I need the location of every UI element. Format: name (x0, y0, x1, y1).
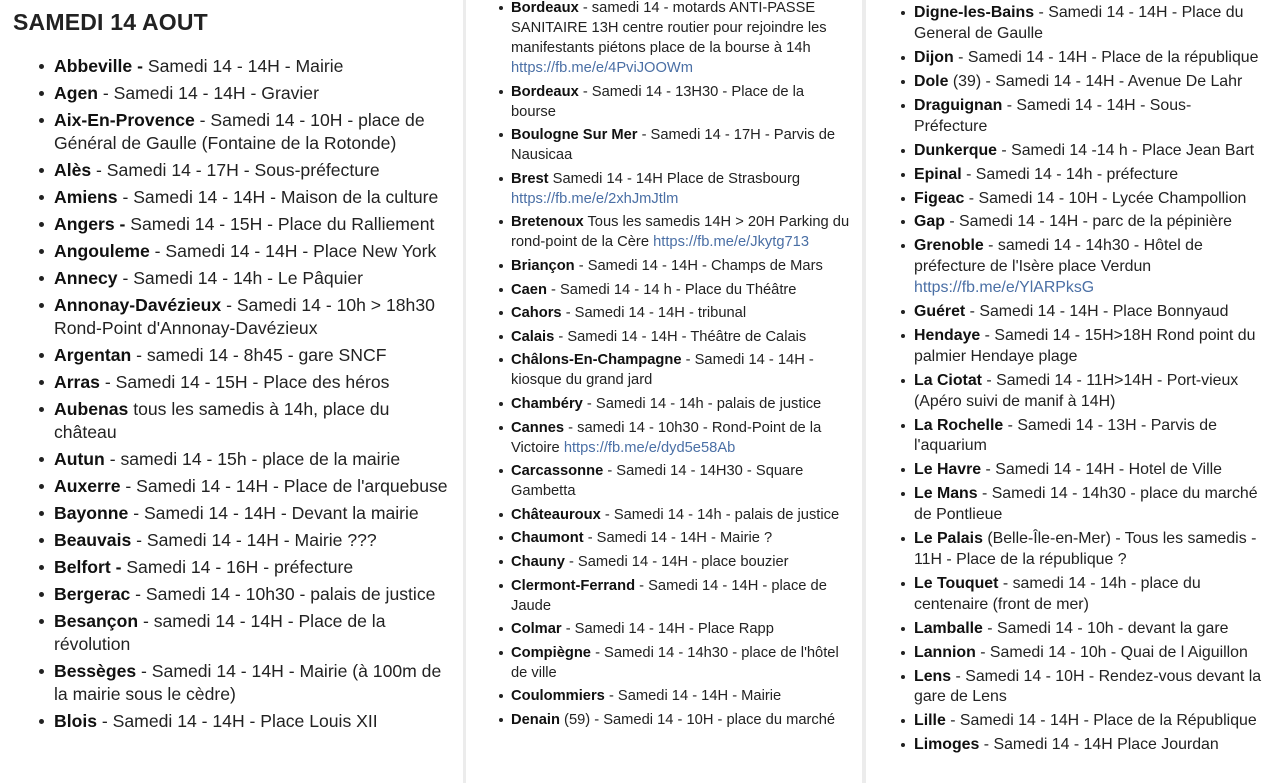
event-city: Angers - (54, 214, 126, 234)
event-city: Auxerre (54, 476, 121, 496)
column-1 (0, 0, 463, 783)
event-item (511, 528, 851, 548)
event-item (511, 461, 851, 501)
event-city: Dunkerque (914, 141, 997, 159)
event-details: Samedi 14 - 15H - Place du Ralliement (125, 214, 435, 234)
event-city: Bordeaux (511, 0, 579, 16)
event-item (914, 212, 1264, 233)
event-item (511, 394, 851, 414)
event-item (511, 576, 851, 616)
event-details: - Samedi 14 - 13H - Parvis de l'aquarium (914, 416, 1217, 455)
event-city: Aix-En-Provence (54, 110, 195, 130)
event-item (914, 619, 1264, 640)
event-city: Chauny (511, 553, 565, 570)
event-link[interactable]: https://fb.me/e/4PviJOOWm (511, 60, 694, 76)
event-city: Limoges (914, 736, 980, 754)
event-city: Lille (914, 712, 946, 730)
event-item (914, 416, 1264, 458)
event-city: Dijon (914, 48, 954, 66)
event-city: Châteauroux (511, 506, 601, 523)
event-item (54, 448, 449, 471)
event-item (511, 710, 851, 730)
event-link[interactable]: https://fb.me/e/2xhJmJtlm (511, 190, 679, 207)
event-details: - Samedi 14 - 13H30 - Place de la bourse (511, 83, 805, 120)
event-city: Colmar (511, 621, 562, 638)
event-city: Clermont-Ferrand (511, 577, 636, 594)
event-city: La Ciotat (914, 371, 982, 389)
event-item (914, 236, 1264, 298)
event-item (511, 256, 851, 276)
event-details: - Samedi 14 - 14H - Place du General de Gaulle (914, 4, 1244, 42)
event-item (511, 505, 851, 525)
event-details: - Samedi 14 - 14h - Le Pâquier (117, 268, 364, 288)
event-item (914, 484, 1264, 526)
event-city: Digne-les-Bains (914, 4, 1035, 21)
event-details: - Samedi 14 - 14H - Place Louis XII (97, 711, 378, 731)
event-details: - samedi 14 - motards ANTI-PASSE SANITAIRE 13H centre routier pour rejoindre les manifestants piétons place de la bourse à 14h (511, 0, 827, 56)
event-item (914, 735, 1264, 756)
event-details: - Samedi 14 - 10h30 - palais de justice (130, 584, 436, 604)
event-item (914, 3, 1264, 45)
event-details: - Samedi 14 - 14H - Place New York (149, 241, 437, 261)
event-item (914, 302, 1264, 323)
event-list-1 (54, 55, 449, 737)
event-details: - Samedi 14 - 14h - palais de justice (582, 395, 822, 412)
event-city: Bergerac (54, 584, 131, 604)
page-title: SAMEDI 14 AOUT (13, 9, 208, 35)
event-city: Arras (54, 372, 100, 392)
event-item (54, 55, 449, 78)
event-details: - Samedi 14 - 14h - préfecture (961, 165, 1179, 183)
event-link[interactable]: https://fb.me/e/dyd5e58Ab (563, 439, 736, 456)
event-city: Coulommiers (511, 688, 605, 705)
event-item (914, 371, 1264, 413)
event-details: - Samedi 14 - 14H - Hotel de Ville (981, 461, 1222, 479)
event-city: Bordeaux (511, 83, 579, 100)
event-item (511, 686, 851, 706)
event-item (914, 48, 1264, 69)
event-details: - Samedi 14 - 10H - Lycée Champollion (964, 189, 1247, 207)
event-details: - Samedi 14 - 14H - Gravier (97, 83, 319, 103)
event-city: Cahors (511, 305, 562, 322)
event-item (511, 125, 851, 165)
event-details: - Samedi 14 - 14H - Devant la mairie (128, 503, 419, 523)
event-item (914, 667, 1264, 709)
event-city: Beauvais (54, 530, 132, 550)
event-item (54, 529, 449, 552)
event-item (914, 326, 1264, 368)
event-item (914, 574, 1264, 616)
event-city: Châlons-En-Champagne (511, 352, 682, 369)
event-item (54, 710, 449, 733)
event-city: Autun (54, 449, 105, 469)
event-city: Calais (511, 328, 555, 345)
event-details: - Samedi 14 - 10h - Quai de l Aiguillon (975, 643, 1248, 661)
event-item (54, 556, 449, 579)
event-details: Tous les samedis 14H > 20H Parking du rond-point de la Cère (511, 214, 850, 251)
event-item (914, 189, 1264, 210)
event-city: Chaumont (511, 530, 584, 547)
event-item (511, 82, 851, 122)
event-details: - Samedi 14 - 14H - Mairie (à 100m de la mairie sous le cèdre) (54, 661, 442, 704)
event-item (511, 643, 851, 683)
event-details: - Samedi 14 - 14H Place Jourdan (979, 736, 1219, 754)
event-details: - Samedi 14 - 14H - Place de la république (953, 48, 1259, 66)
event-item (511, 327, 851, 347)
event-item (54, 344, 449, 367)
event-item (914, 460, 1264, 481)
event-details: - Samedi 14 -14 h - Place Jean Bart (997, 141, 1255, 159)
event-item (54, 502, 449, 525)
event-city: Caen (511, 281, 547, 298)
event-details: - Samedi 14 - 14H - kiosque du grand jard (511, 352, 814, 389)
event-details: (59) - Samedi 14 - 10H - place du marché (559, 711, 836, 728)
event-item (914, 529, 1264, 571)
event-city: Compiègne (511, 644, 591, 661)
event-city: Gap (914, 213, 945, 231)
event-details: - Samedi 14 - 14h30 - place de l'hôtel de ville (511, 644, 839, 681)
event-details: - Samedi 14 - 14H - Place de la République (945, 712, 1257, 730)
event-city: Bretenoux (511, 214, 584, 231)
event-city: Briançon (511, 257, 575, 274)
event-details: - Samedi 14 - 14H - place bouzier (564, 553, 789, 570)
event-link[interactable]: https://fb.me/e/Jkytg713 (653, 234, 810, 251)
column-2 (466, 0, 862, 783)
event-details: - Samedi 14 - 14h - palais de justice (600, 506, 840, 523)
event-details: - samedi 14 - 15h - place de la mairie (104, 449, 401, 469)
event-city: Guéret (914, 303, 966, 321)
event-city: Epinal (914, 165, 962, 183)
event-details: Samedi 14 - 16H - préfecture (121, 557, 354, 577)
event-city: Le Touquet (914, 574, 999, 592)
event-city: Carcassonne (511, 463, 604, 480)
event-item (54, 109, 449, 155)
event-item (54, 240, 449, 263)
event-item (54, 583, 449, 606)
event-city: Abbeville - (54, 56, 143, 76)
event-details: - Samedi 14 - 10H - Rendez-vous devant la gare de Lens (914, 667, 1262, 706)
event-details: - samedi 14 - 8h45 - gare SNCF (131, 345, 387, 365)
event-item (511, 212, 851, 252)
event-city: Besançon (54, 611, 139, 631)
event-city: Le Mans (914, 485, 978, 503)
event-item (511, 0, 851, 78)
event-details: - Samedi 14 - 14H - Champs de Mars (574, 257, 823, 274)
event-item (54, 82, 449, 105)
event-item (54, 660, 449, 706)
event-item (914, 643, 1264, 664)
event-details: Samedi 14 - 14H Place de Strasbourg (548, 170, 801, 187)
event-details: (39) - Samedi 14 - 14H - Avenue De Lahr (948, 72, 1243, 90)
event-details: - samedi 14 - 14h - place du centenaire (front de mer) (914, 574, 1201, 613)
event-details: - Samedi 14 - 10h > 18h30 Rond-Point d'Annonay-Davézieux (54, 295, 435, 338)
event-details: Samedi 14 - 14H - Mairie (142, 56, 344, 76)
event-city: Grenoble (914, 237, 984, 255)
event-details: - Samedi 14 - 14H - Place Rapp (561, 621, 774, 638)
event-details: - Samedi 14 - 17H - Sous-préfecture (91, 160, 380, 180)
event-details: - Samedi 14 - 10h - devant la gare (982, 619, 1229, 637)
event-details: - Samedi 14 - 14H30 - Square Gambetta (511, 463, 804, 500)
event-city: Boulogne Sur Mer (511, 127, 638, 144)
event-city: Hendaye (914, 327, 981, 345)
event-item (54, 371, 449, 394)
event-details: - Samedi 14 - 14H - Théâtre de Calais (554, 328, 807, 345)
event-item (914, 165, 1264, 186)
event-item (511, 418, 851, 458)
event-item (511, 552, 851, 572)
event-city: Bayonne (54, 503, 129, 523)
event-city: Dole (914, 72, 949, 90)
event-details: - Samedi 14 - 14H - Mairie ??? (131, 530, 377, 550)
event-city: Amiens (54, 187, 118, 207)
event-item (54, 186, 449, 209)
event-item (54, 267, 449, 290)
event-item (54, 610, 449, 656)
event-city: Brest (511, 170, 549, 187)
event-details: - Samedi 14 - 14H - Mairie ? (583, 530, 773, 547)
event-city: Denain (511, 711, 560, 728)
event-city: Lamballe (914, 619, 983, 637)
event-city: Figeac (914, 189, 965, 207)
event-details: - Samedi 14 - 14H - Maison de la culture (117, 187, 439, 207)
event-city: Cannes (511, 419, 565, 436)
event-item (511, 280, 851, 300)
event-city: Annonay-Davézieux (54, 295, 222, 315)
event-details: - Samedi 14 - 14H - Place Bonnyaud (965, 303, 1229, 321)
event-details: - samedi 14 - 14h30 - Hôtel de préfecture de l'Isère place Verdun (914, 237, 1203, 276)
event-item (914, 72, 1264, 93)
event-city: Belfort - (54, 557, 122, 577)
event-details: - Samedi 14 - 14H - Place de l'arquebuse (120, 476, 448, 496)
event-city: Le Palais (914, 530, 983, 548)
column-3 (866, 0, 1280, 783)
event-city: Agen (54, 83, 98, 103)
event-city: Blois (54, 711, 98, 731)
event-city: Lens (914, 667, 952, 685)
event-item (54, 475, 449, 498)
event-details: - samedi 14 - 10h30 - Rond-Point de la Victoire (511, 419, 822, 456)
event-details: tous les samedis à 14h, place du château (54, 399, 390, 442)
event-item (54, 213, 449, 236)
event-details: - Samedi 14 - 15H - Place des héros (99, 372, 390, 392)
event-item (914, 96, 1264, 138)
event-details: - Samedi 14 - 14H - Mairie (604, 688, 782, 705)
event-item (511, 169, 851, 209)
event-list-3 (914, 3, 1264, 759)
event-link[interactable]: https://fb.me/e/YlARPksG (914, 279, 1095, 297)
event-details: - Samedi 14 - 17H - Parvis de Nausicaa (511, 127, 836, 164)
event-details: - Samedi 14 - 11H>14H - Port-vieux (Apéro suivi de manif à 14H) (914, 371, 1239, 410)
event-city: Alès (54, 160, 92, 180)
event-details: - Samedi 14 - 14 h - Place du Théâtre (546, 281, 797, 298)
event-item (511, 619, 851, 639)
event-city: Draguignan (914, 96, 1003, 114)
event-details: (Belle-Île-en-Mer) - Tous les samedis - 11H - Place de la république ? (914, 530, 1257, 568)
event-city: Angouleme (54, 241, 150, 261)
event-item (54, 398, 449, 444)
event-details: - samedi 14 - 14H - Place de la révolution (54, 611, 386, 654)
event-city: Le Havre (914, 461, 982, 479)
event-city: Argentan (54, 345, 132, 365)
event-details: - Samedi 14 - 14H - Sous-Préfecture (914, 96, 1192, 135)
event-city: Chambéry (511, 395, 583, 412)
event-list-2 (511, 0, 851, 733)
event-details: - Samedi 14 - 15H>18H Rond point du palmier Hendaye plage (914, 327, 1256, 365)
event-city: Aubenas (54, 399, 129, 419)
event-city: Annecy (54, 268, 118, 288)
event-item (511, 303, 851, 323)
event-item (914, 141, 1264, 162)
event-item (511, 350, 851, 390)
event-city: Bessèges (54, 661, 137, 681)
event-item (914, 711, 1264, 732)
event-details: - Samedi 14 - 14h30 - place du marché de Pontlieue (914, 485, 1258, 524)
event-city: La Rochelle (914, 416, 1004, 434)
event-details: - Samedi 14 - 14H - tribunal (561, 305, 747, 322)
event-details: - Samedi 14 - 10H - place de Général de Gaulle (Fontaine de la Rotonde) (54, 110, 425, 153)
event-item (54, 159, 449, 182)
event-item (54, 294, 449, 340)
event-details: - Samedi 14 - 14H - place de Jaude (511, 577, 827, 614)
event-details: - Samedi 14 - 14H - parc de la pépinière (944, 213, 1232, 231)
event-city: Lannion (914, 643, 976, 661)
